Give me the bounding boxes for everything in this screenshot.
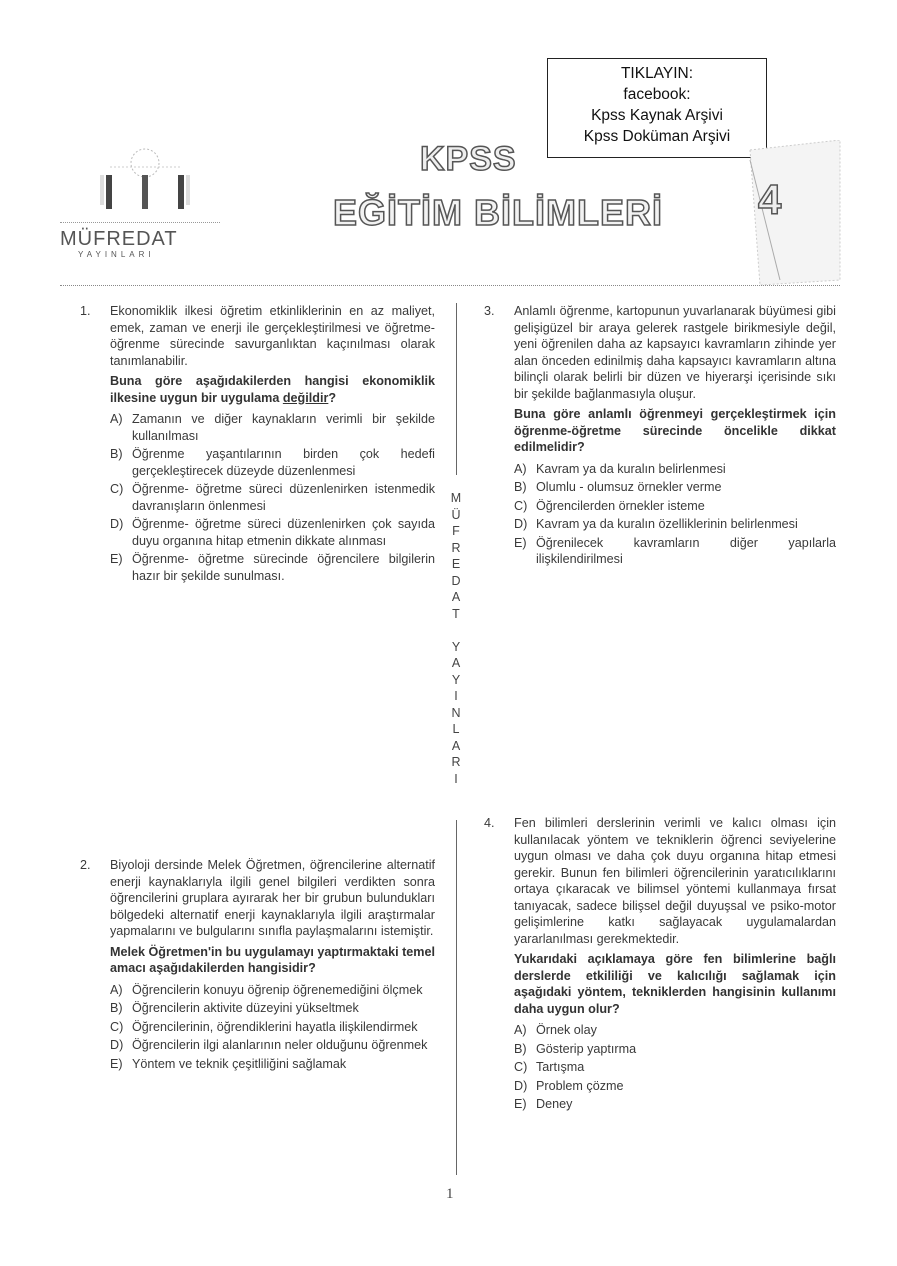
option-e[interactable] <box>110 1056 435 1073</box>
option-label: D) <box>110 517 124 531</box>
prompt-end: ? <box>328 390 337 405</box>
option-label: D) <box>514 1078 528 1093</box>
option-b[interactable] <box>514 479 836 496</box>
question-number: 4. <box>484 816 495 830</box>
option-text: Problem çözme <box>536 1078 624 1093</box>
option-text: Öğrenme yaşantılarının birden çok hedefi gerçekleştirecek düzeyde düzenlenmesi <box>132 447 435 478</box>
option-text: Örnek olay <box>536 1023 597 1037</box>
question-number: 2. <box>80 858 91 872</box>
option-label: E) <box>514 1097 527 1111</box>
option-text: Yöntem ve teknik çeşitliliğini sağlamak <box>132 1056 347 1071</box>
option-label: D) <box>514 517 528 531</box>
option-text: Öğrenilecek kavramların diğer yapılarla ilişkilendirilmesi <box>536 535 836 566</box>
option-text: Kavram ya da kuralın özelliklerinin belirlenmesi <box>536 517 798 531</box>
option-b[interactable] <box>110 1000 435 1017</box>
question-prompt: Yukarıdaki açıklamaya göre fen bilimlerine bağlı derslerde etkililiği ve kalıcılığı sağlamak için aşağıdaki yöntem, tekniklerden hangisinin kullanımı daha uygun olur? <box>514 952 836 1016</box>
question-prompt: Melek Öğretmen'in bu uygulamayı yaptırmaktaki temel amacı aşağıdakilerden hangisidir? <box>110 944 435 975</box>
vertical-letter: Y <box>451 672 461 687</box>
question-1 <box>80 303 435 586</box>
test-number: 4 <box>758 176 782 223</box>
question-prompt: Buna göre anlamlı öğrenmeyi gerçekleştirmek için öğrenme-öğretme sürecinde öncelikle dikkat edilmelidir? <box>514 407 836 454</box>
option-text: Tartışma <box>536 1060 585 1074</box>
prompt-text: Buna göre aşağıdakilerden hangisi ekonomiklik ilkesine uygun bir uygulama <box>110 374 435 405</box>
option-text: Öğrenme- öğretme süreci düzenlenirken istenmedik davranışların önlenmesi <box>132 482 435 513</box>
vertical-letter: Y <box>451 639 461 654</box>
ad-line: TIKLAYIN: <box>620 65 694 82</box>
ad-line: Kpss Doküman Arşivi <box>583 128 731 145</box>
option-text: Öğrenme- öğretme sürecinde öğrencilere bilgilerin hazır bir şekilde sunulması. <box>132 552 435 583</box>
question-stem: Anlamlı öğrenme, kartopunun yuvarlanarak büyümesi gibi gelişigüzel bir araya gelerek rastgele birikmesiyle değil, yeni öğrenilen daha az kapsayıcı kavramların zihinde yer alan önceden edinilmiş daha kapsayıcı kavramların altına bilinçli olarak belirli bir düzen ve hiyerarşi içerisinde sıkı bir şekilde bağlanmasıyla oluşur. <box>514 304 836 401</box>
option-label: D) <box>110 1038 124 1052</box>
vertical-letter: I <box>454 771 458 786</box>
page-number: 1 <box>446 1186 454 1202</box>
vertical-letter: A <box>451 590 461 604</box>
option-text: Gösterip yaptırma <box>536 1041 637 1056</box>
vertical-letter: D <box>451 573 461 588</box>
option-text: Öğrencilerin aktivite düzeyini yükseltmek <box>132 1001 359 1015</box>
question-3 <box>484 303 836 570</box>
vertical-letter: L <box>452 722 460 736</box>
option-label: A) <box>514 1023 527 1037</box>
vertical-gap <box>449 622 463 639</box>
publisher-subtitle: YAYINLARI <box>78 250 155 259</box>
vertical-publisher-text <box>449 490 463 787</box>
prompt-emphasis: değildir <box>282 390 329 405</box>
option-e[interactable] <box>110 551 435 584</box>
option-label: A) <box>514 461 527 476</box>
option-text: Öğrencilerin konuyu öğrenip öğrenemediğini ölçmek <box>132 982 423 997</box>
option-text: Öğrencilerin ilgi alanlarının neler olduğunu öğrenmek <box>132 1038 428 1052</box>
option-label: E) <box>110 552 123 566</box>
column-divider <box>456 820 457 1175</box>
test-badge-icon <box>740 140 845 290</box>
option-label: B) <box>514 1041 527 1056</box>
vertical-letter: N <box>451 705 461 720</box>
header-divider <box>60 285 840 286</box>
option-label: C) <box>514 498 528 513</box>
option-a[interactable] <box>110 411 435 444</box>
question-number: 1. <box>80 304 91 318</box>
option-b[interactable] <box>110 446 435 479</box>
option-label: A) <box>110 982 123 997</box>
vertical-letter: E <box>451 557 461 571</box>
option-label: E) <box>514 535 527 550</box>
option-d[interactable] <box>514 1078 836 1095</box>
option-d[interactable] <box>110 516 435 549</box>
option-text: Kavram ya da kuralın belirlenmesi <box>536 461 726 476</box>
option-label: C) <box>110 482 124 496</box>
option-a[interactable] <box>110 982 435 999</box>
option-c[interactable] <box>110 1019 435 1036</box>
publisher-logo-icon <box>90 145 200 215</box>
vertical-letter: M <box>450 491 462 505</box>
column-divider <box>456 303 457 475</box>
option-d[interactable] <box>110 1037 435 1054</box>
question-2 <box>80 857 435 1074</box>
ad-line: facebook: <box>623 86 691 103</box>
question-stem: Biyoloji dersinde Melek Öğretmen, öğrencilerine alternatif enerji kaynaklarıyla ilgili genel bilgileri verdikten sonra öğrencilerini gruplara ayırarak her bir grubun bulundukları bölgedeki alternatif enerji kaynaklarıyla ilgili araştırmalar yapmalarını ve bulgularını sınıfla paylaşmalarını istemiştir. <box>110 858 435 938</box>
option-c[interactable] <box>514 498 836 515</box>
ad-box[interactable] <box>547 58 767 158</box>
option-text: Öğrencilerden örnekler isteme <box>536 498 705 513</box>
question-4 <box>484 815 836 1115</box>
question-number: 3. <box>484 304 495 318</box>
option-label: C) <box>514 1060 528 1074</box>
vertical-letter: A <box>451 738 461 753</box>
option-label: B) <box>110 447 123 461</box>
option-d[interactable] <box>514 516 836 533</box>
vertical-letter: F <box>452 524 460 538</box>
option-text: Öğrenme- öğretme süreci düzenlenirken çok sayıda duyu organına hitap etmenin dikkate alınması <box>132 517 435 548</box>
option-a[interactable] <box>514 1022 836 1039</box>
option-e[interactable] <box>514 1096 836 1113</box>
option-label: B) <box>514 480 527 494</box>
vertical-letter: I <box>454 689 458 703</box>
option-c[interactable] <box>110 481 435 514</box>
logo-rule <box>60 222 220 223</box>
option-e[interactable] <box>514 535 836 568</box>
question-stem: Fen bilimleri derslerinin verimli ve kalıcı olması için kullanılacak yöntem ve tekniklerin öğrenci seviyelerine uygun olması ve daha çok duyu organına hitap etmesi gerekir. Bunun fen bilimleri öğrencilerinin yaratıcılıklarını ortaya çıkaracak ve bilimsel yöntemi kullanmaya fırsat tanıyacak, sadece bilişsel değil duyuşsal ve psiko-motor gelişimlerine katkı sağlayacak uygulamalardan yararlanılması gerekmektedir. <box>514 816 836 946</box>
vertical-letter: R <box>451 540 461 555</box>
option-b[interactable] <box>514 1041 836 1058</box>
question-stem: Ekonomiklik ilkesi öğretim etkinliklerinin en az maliyet, emek, zaman ve enerji ile gerçekleştirilmesi ve öğretme-öğrenme sürecinde savurganlıktan kaçınılması olarak tanımlanabilir. <box>110 304 435 368</box>
vertical-letter: R <box>451 755 461 769</box>
vertical-letter: T <box>452 606 460 621</box>
option-a[interactable] <box>514 461 836 478</box>
exam-title: KPSS <box>420 140 517 178</box>
option-label: B) <box>110 1001 123 1015</box>
option-c[interactable] <box>514 1059 836 1076</box>
option-label: A) <box>110 412 123 426</box>
question-prompt <box>110 373 435 406</box>
vertical-letter: Ü <box>451 507 461 522</box>
publisher-name: MÜFREDAT <box>60 228 178 250</box>
option-label: E) <box>110 1056 123 1071</box>
option-text: Zamanın ve diğer kaynakların verimli bir şekilde kullanılması <box>132 412 435 443</box>
option-text: Öğrencilerinin, öğrendiklerini hayatla ilişkilendirmek <box>132 1019 418 1034</box>
ad-line: Kpss Kaynak Arşivi <box>591 107 723 124</box>
option-label: C) <box>110 1019 124 1034</box>
option-text: Deney <box>536 1097 573 1111</box>
option-text: Olumlu - olumsuz örnekler verme <box>536 480 722 494</box>
subject-title: EĞİTİM BİLİMLERİ <box>333 192 663 233</box>
vertical-letter: A <box>451 656 461 670</box>
